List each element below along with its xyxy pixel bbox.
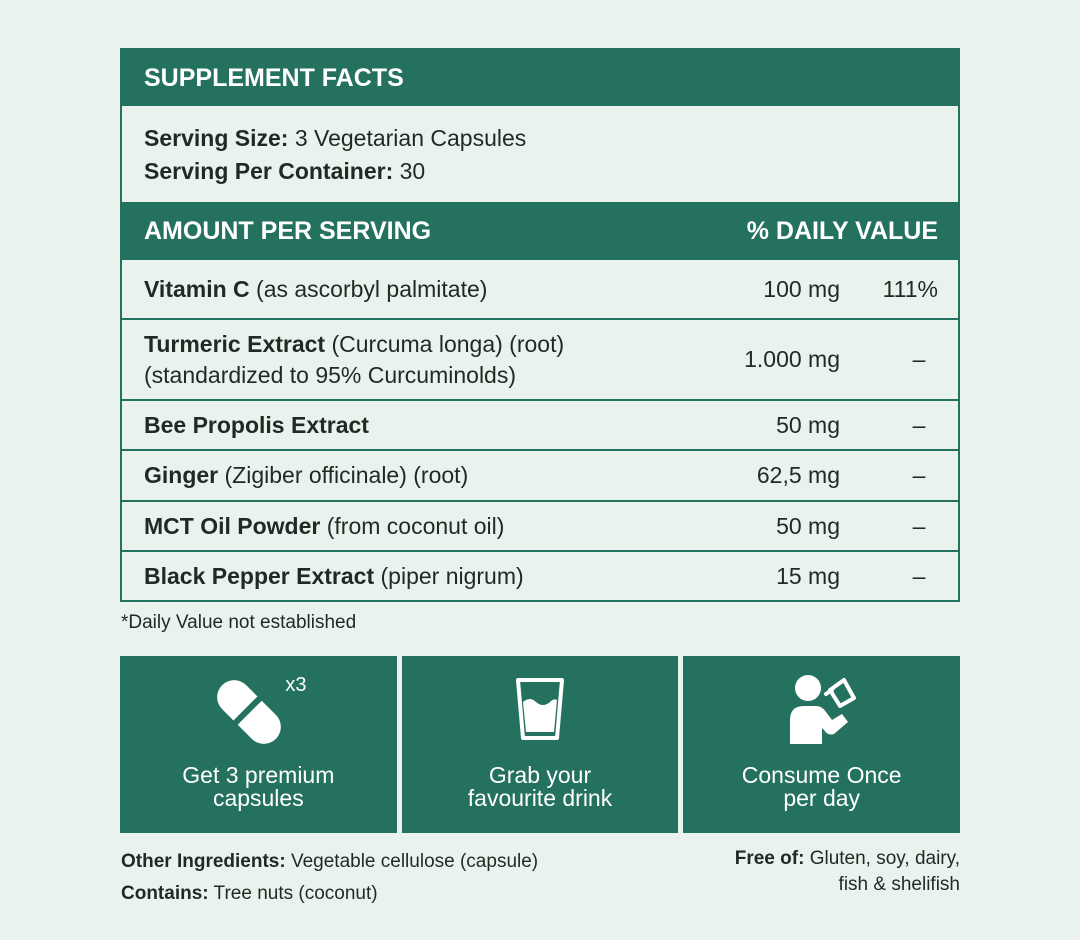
nutrient-amount: 62,5 mg bbox=[756, 462, 840, 488]
nutrient-daily-value: – bbox=[912, 512, 926, 539]
nutrient-daily-value: – bbox=[912, 462, 926, 488]
daily-value-header: % DAILY VALUE bbox=[746, 216, 938, 245]
nutrient-daily-value: – bbox=[912, 346, 926, 372]
servings-per-container-label: Serving Per Container: bbox=[144, 158, 394, 184]
nutrient-name: Turmeric Extract bbox=[144, 330, 326, 357]
contains-label: Contains: bbox=[121, 883, 209, 904]
ingredients-info bbox=[121, 846, 538, 910]
person-drinking-icon bbox=[786, 672, 858, 764]
step-label-line1: Consume Once bbox=[741, 762, 902, 788]
nutrient-name-cell bbox=[122, 460, 680, 491]
nutrient-detail: (Zigiber officinale) (root) bbox=[224, 462, 469, 488]
nutrient-name-cell bbox=[122, 329, 680, 391]
nutrient-daily-value: 111% bbox=[882, 275, 938, 302]
nutrient-name-cell bbox=[122, 561, 680, 592]
step-label-line2: per day bbox=[783, 785, 861, 811]
nutrient-amount: 100 mg bbox=[763, 275, 840, 302]
contains-value: Tree nuts (coconut) bbox=[213, 883, 378, 904]
step-card-consume bbox=[683, 656, 960, 833]
facts-title: SUPPLEMENT FACTS bbox=[144, 63, 404, 92]
nutrient-row bbox=[122, 500, 958, 550]
free-of-label: Free of: bbox=[734, 848, 805, 869]
nutrient-row bbox=[122, 399, 958, 449]
nutrient-name-cell bbox=[122, 410, 680, 441]
nutrient-row bbox=[122, 318, 958, 399]
capsule-icon bbox=[203, 672, 313, 764]
serving-size bbox=[144, 122, 936, 155]
nutrient-detail: (Curcuma longa) (root) bbox=[331, 330, 565, 357]
step-label-line2: favourite drink bbox=[467, 785, 613, 811]
nutrient-name: Vitamin C bbox=[144, 275, 250, 302]
free-of-value-line2: fish & shelifish bbox=[838, 874, 960, 895]
step-label bbox=[468, 764, 612, 810]
step-label-line1: Get 3 premium bbox=[182, 762, 335, 788]
nutrient-daily-value: – bbox=[912, 562, 926, 589]
nutrient-row bbox=[122, 449, 958, 500]
nutrient-daily-value: – bbox=[912, 411, 926, 438]
contains bbox=[121, 878, 538, 910]
nutrient-row bbox=[122, 260, 958, 318]
step-label bbox=[742, 764, 902, 810]
column-header-bar bbox=[122, 202, 958, 260]
other-ingredients-label: Other Ingredients: bbox=[121, 851, 286, 872]
usage-steps bbox=[120, 656, 960, 833]
nutrient-name: MCT Oil Powder bbox=[144, 512, 321, 539]
step-label-line2: capsules bbox=[212, 785, 304, 811]
nutrient-name-cell bbox=[122, 511, 680, 542]
free-of-info bbox=[700, 846, 960, 898]
nutrient-detail-line2: (standardized to 95% Curcuminolds) bbox=[144, 361, 517, 388]
nutrient-table bbox=[122, 260, 958, 600]
servings-per-container bbox=[144, 155, 936, 188]
nutrient-name: Ginger bbox=[144, 462, 219, 488]
step-label bbox=[182, 764, 334, 810]
step-card-capsules bbox=[120, 656, 397, 833]
other-ingredients-value: Vegetable cellulose (capsule) bbox=[290, 851, 539, 872]
glass-icon bbox=[510, 672, 570, 764]
facts-title-bar bbox=[122, 50, 958, 106]
nutrient-detail: (from coconut oil) bbox=[326, 512, 505, 539]
supplement-facts-panel bbox=[120, 48, 960, 602]
nutrient-amount: 50 mg bbox=[776, 411, 840, 438]
serving-info bbox=[122, 106, 958, 202]
other-ingredients bbox=[121, 846, 538, 878]
nutrient-detail: (as ascorbyl palmitate) bbox=[256, 275, 488, 302]
nutrient-amount: 1.000 mg bbox=[744, 346, 840, 372]
nutrient-name: Bee Propolis Extract bbox=[144, 411, 369, 438]
capsule-count-badge: x3 bbox=[285, 674, 307, 696]
amount-per-serving-header: AMOUNT PER SERVING bbox=[144, 216, 432, 245]
nutrient-amount: 50 mg bbox=[776, 512, 840, 539]
serving-size-value: 3 Vegetarian Capsules bbox=[294, 125, 527, 151]
free-of-value-line1: Gluten, soy, dairy, bbox=[809, 848, 960, 869]
nutrient-amount: 15 mg bbox=[776, 562, 840, 589]
nutrient-name-cell bbox=[122, 274, 680, 305]
step-card-drink bbox=[402, 656, 679, 833]
servings-per-container-value: 30 bbox=[399, 158, 426, 184]
serving-size-label: Serving Size: bbox=[144, 125, 289, 151]
step-label-line1: Grab your bbox=[488, 762, 592, 788]
nutrient-row bbox=[122, 550, 958, 600]
daily-value-footnote: *Daily Value not established bbox=[121, 612, 357, 633]
nutrient-name: Black Pepper Extract bbox=[144, 562, 375, 589]
nutrient-detail: (piper nigrum) bbox=[380, 562, 524, 589]
